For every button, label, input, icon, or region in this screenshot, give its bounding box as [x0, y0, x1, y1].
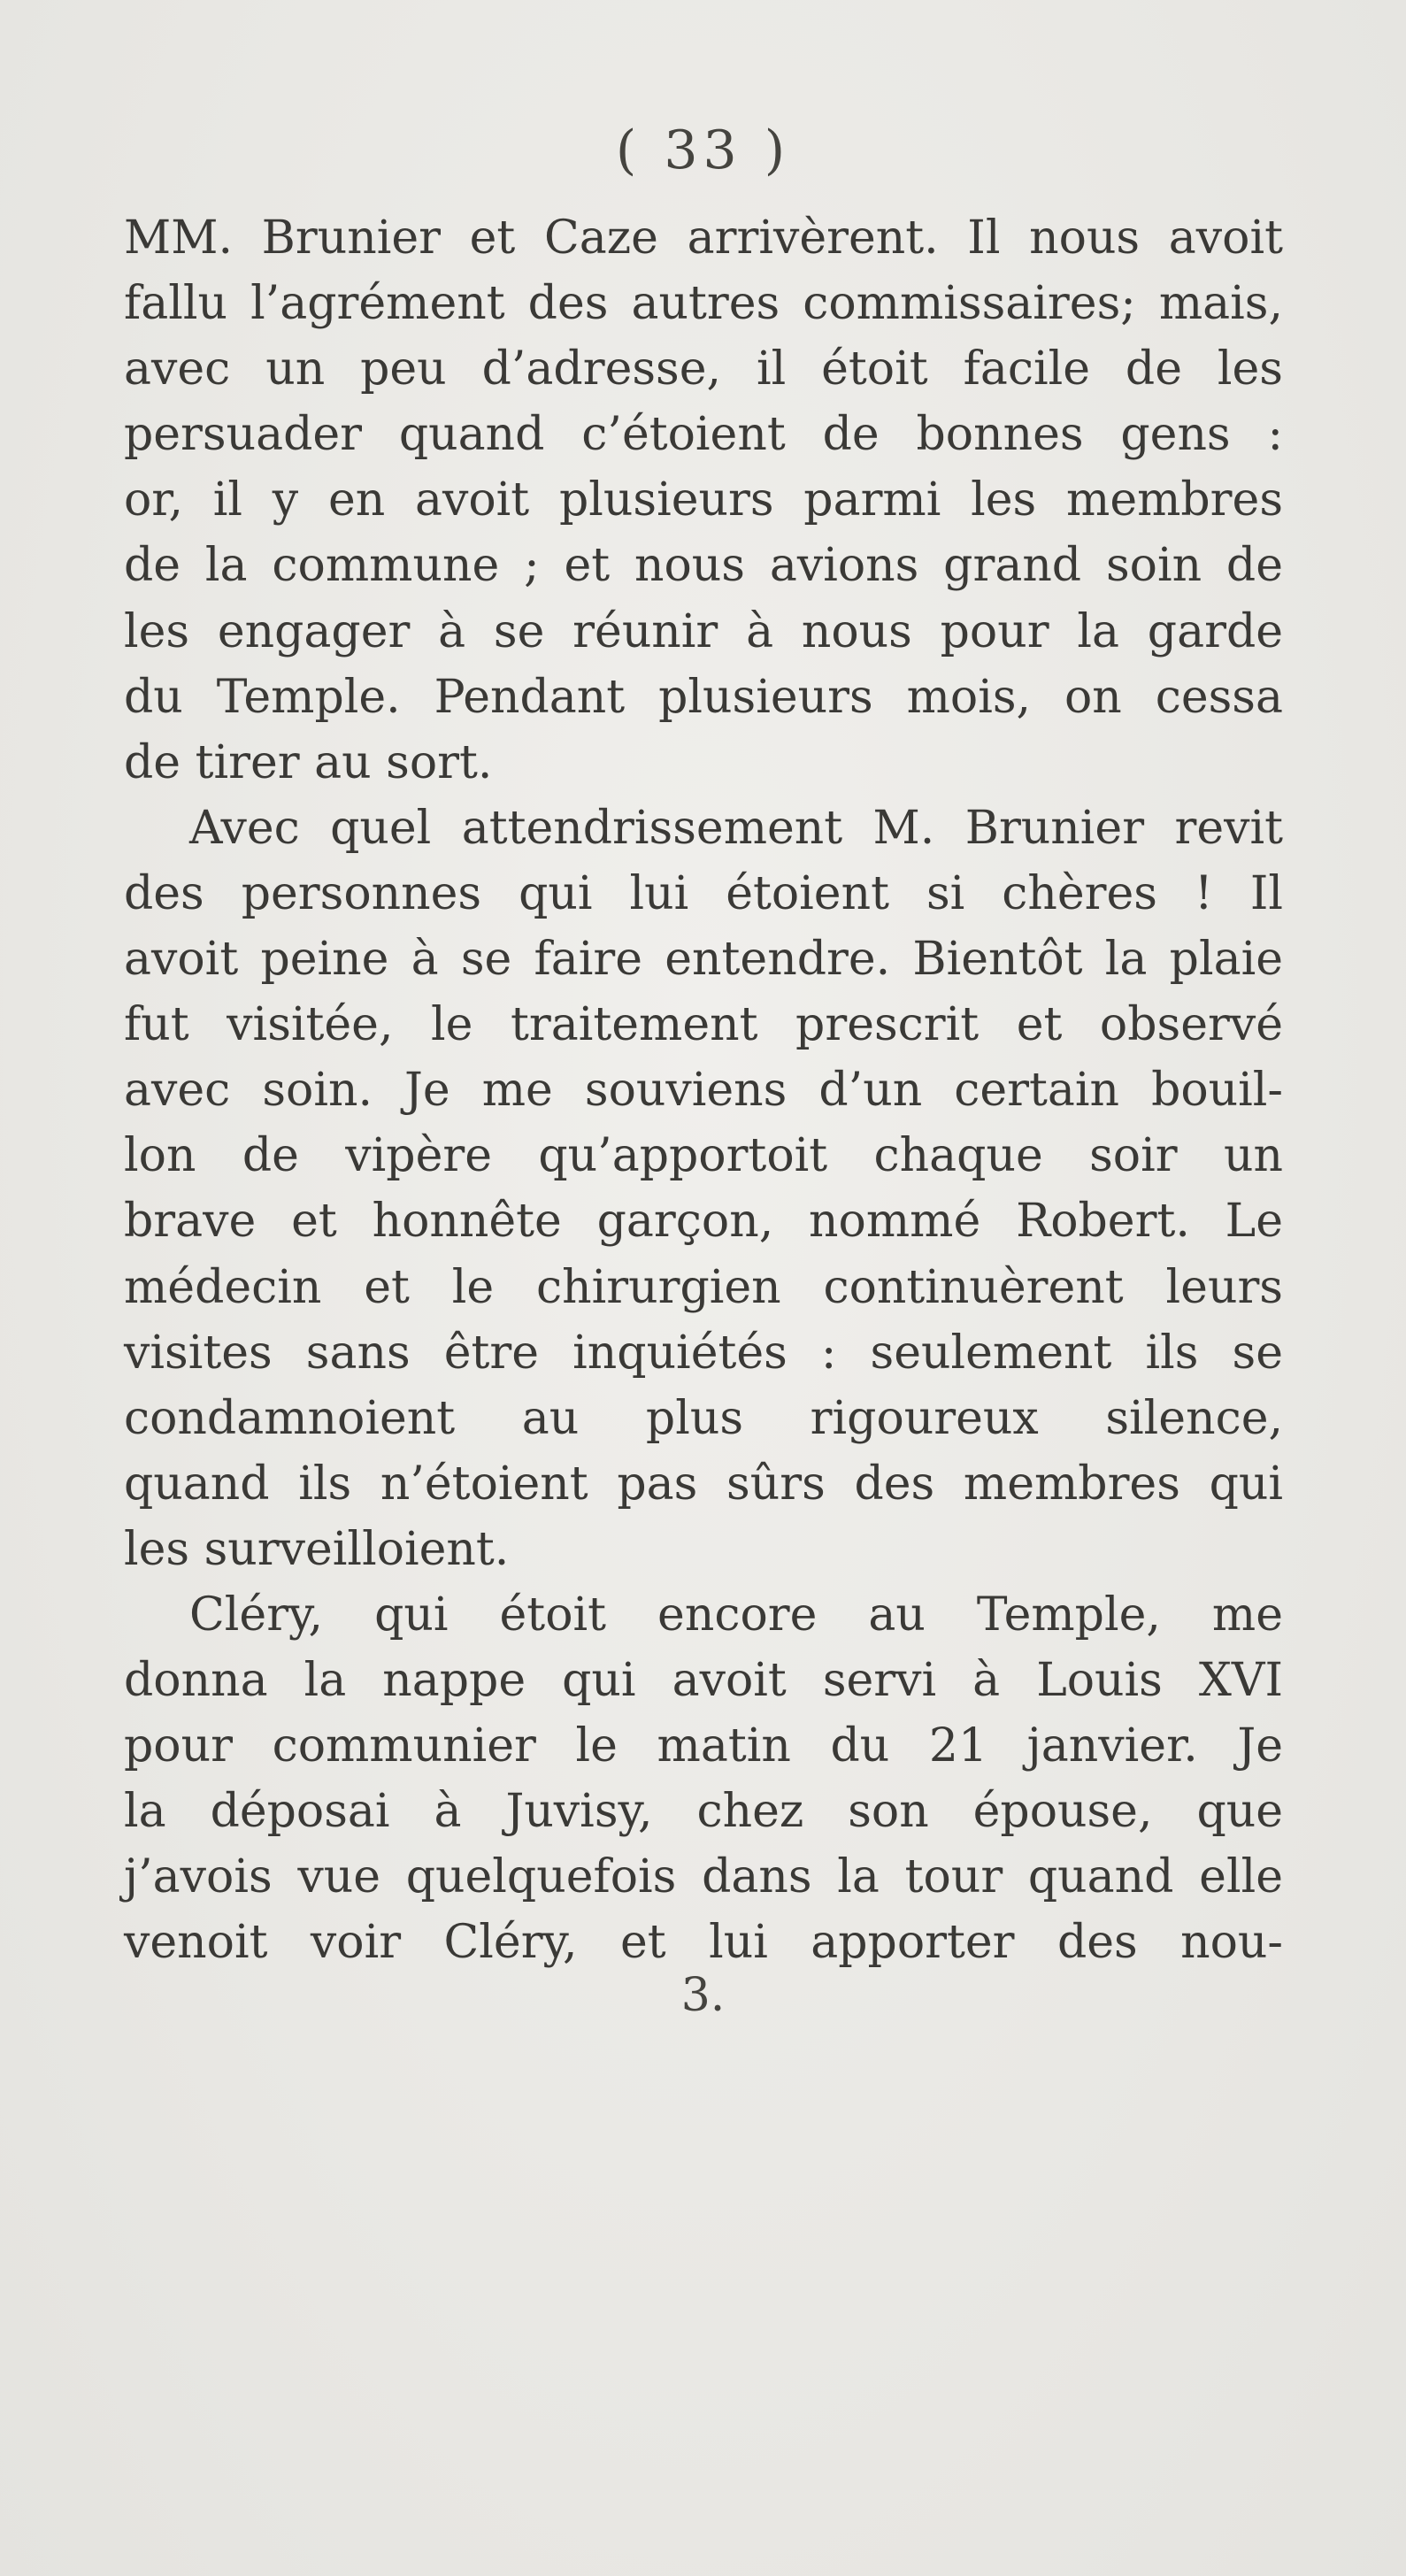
text-line: avec soin. Je me souviens d’un certain bouil- — [124, 1064, 1283, 1118]
text-line: du Temple. Pendant plusieurs mois, on cessa — [124, 670, 1283, 724]
text-line: des personnes qui lui étoient si chères ! Il — [124, 866, 1283, 920]
paragraph — [124, 205, 1283, 796]
text-line: la déposai à Juvisy, chez son épouse, que — [124, 1785, 1283, 1839]
text-line: MM. Brunier et Caze arrivèrent. Il nous avoit — [124, 211, 1283, 265]
text-line: avoit peine à se faire entendre. Bientôt la plaie — [124, 933, 1283, 987]
page-number: ( 33 ) — [615, 119, 791, 181]
text-line: avec un peu d’adresse, il étoit facile de les — [124, 342, 1283, 396]
text-line: donna la nappe qui avoit servi à Louis XVI — [124, 1654, 1283, 1708]
body-text — [124, 205, 1283, 1976]
text-line: de la commune ; et nous avions grand soin de — [124, 539, 1283, 593]
text-line: pour communier le matin du 21 janvier. Je — [124, 1719, 1283, 1773]
text-line: Cléry, qui étoit encore au Temple, me — [189, 1588, 1283, 1642]
text-line: persuader quand c’étoient de bonnes gens : — [124, 408, 1283, 462]
text-line: quand ils n’étoient pas sûrs des membres qui — [124, 1457, 1283, 1511]
text-line: Avec quel attendrissement M. Brunier revit — [189, 801, 1283, 855]
text-line: brave et honnête garçon, nommé Robert. Le — [124, 1195, 1283, 1249]
text-line: lon de vipère qu’apportoit chaque soir un — [124, 1129, 1283, 1183]
paragraph — [124, 1582, 1283, 1976]
text-line: condamnoient au plus rigoureux silence, — [124, 1391, 1283, 1445]
text-line: de tirer au sort. — [124, 735, 493, 789]
text-line: fallu l’agrément des autres commissaires; mais, — [124, 277, 1283, 331]
text-line: les engager à se réunir à nous pour la garde — [124, 604, 1283, 658]
text-line: visites sans être inquiétés : seulement ils se — [124, 1326, 1283, 1380]
text-line: venoit voir Cléry, et lui apporter des nou- — [124, 1916, 1283, 1970]
signature-mark: 3. — [680, 1969, 726, 2022]
text-line: les surveilloient. — [124, 1522, 510, 1576]
text-line: fut visitée, le traitement prescrit et observé — [124, 998, 1283, 1052]
paragraph — [124, 796, 1283, 1582]
text-line: j’avois vue quelquefois dans la tour quand elle — [124, 1850, 1283, 1904]
text-line: or, il y en avoit plusieurs parmi les membres — [124, 473, 1283, 527]
text-line: médecin et le chirurgien continuèrent leurs — [124, 1260, 1283, 1314]
